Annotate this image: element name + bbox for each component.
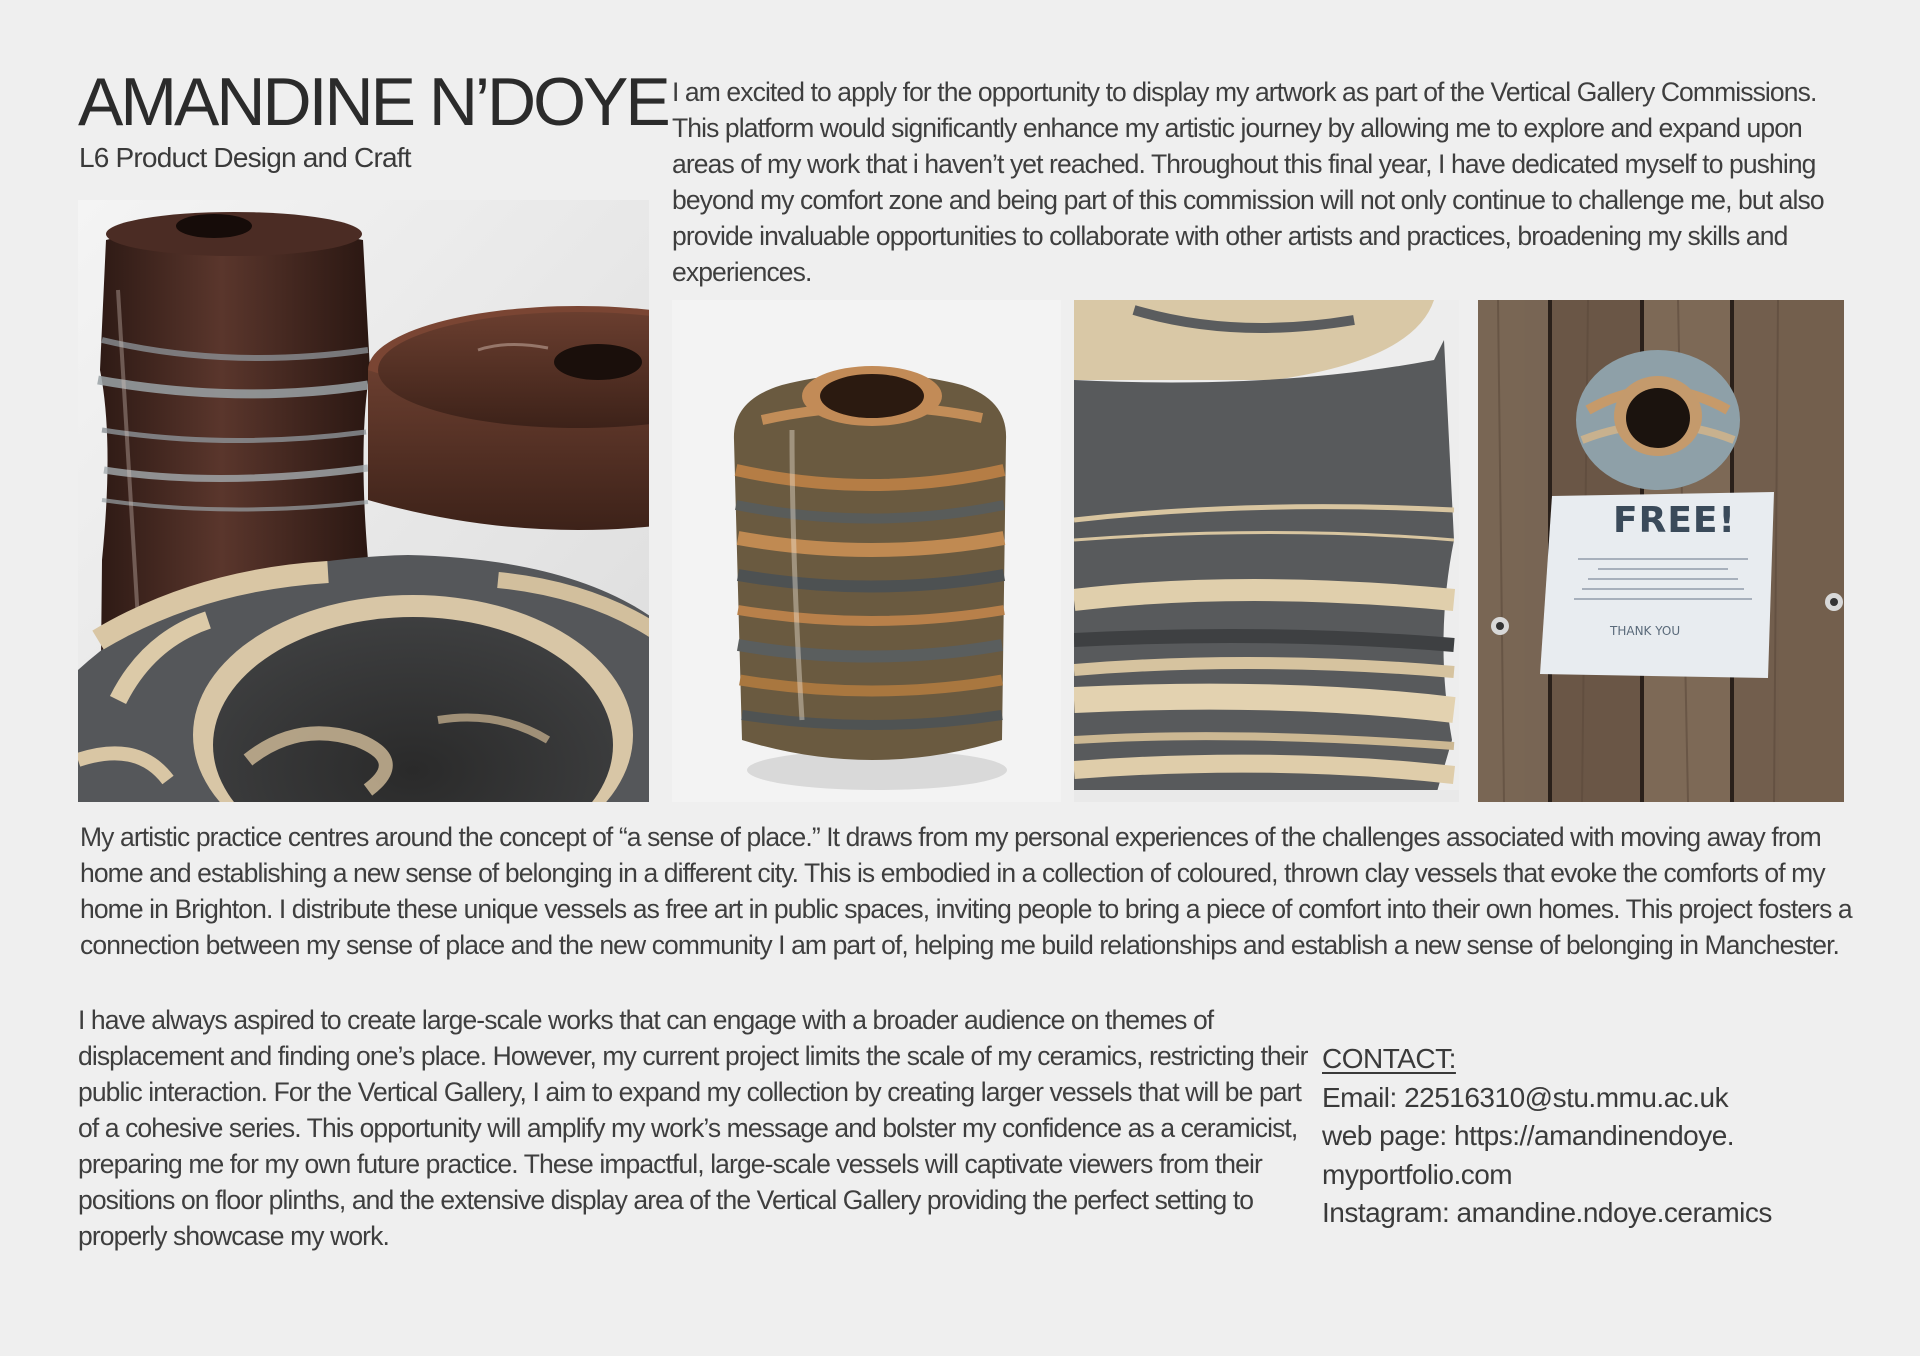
contact-block xyxy=(1322,1040,1822,1233)
contact-email[interactable]: Email: 22516310@stu.mmu.ac.uk xyxy=(1322,1081,1729,1113)
photo-ochre-vase xyxy=(672,300,1061,802)
artist-name: AMANDINE N’DOYE xyxy=(78,64,668,140)
course-subtitle: L6 Product Design and Craft xyxy=(79,142,411,173)
intro-paragraph: I am excited to apply for the opportunity to display my artwork as part of the Vertical Gallery Commissions. This platform would significantly enhance my artistic journey by allowing me to explore and expand upon areas of my work that i haven’t yet reached. Throughout this final year, I have dedicated myself to pushing beyond my comfort zone and being part of this commission will not only continue to challenge me, but also provide invaluable opportunities to collaborate with other artists and practices, broadening my skills and experiences. xyxy=(672,77,1824,287)
contact-instagram[interactable]: Instagram: amandine.ndoye.ceramics xyxy=(1322,1197,1772,1228)
photo-vessel-group xyxy=(78,200,649,802)
photo-free-sign-bench xyxy=(1478,300,1844,802)
contact-heading: CONTACT: xyxy=(1322,1043,1456,1074)
aspiration-paragraph: I have always aspired to create large-scale works that can engage with a broader audience on themes of displacement and finding one’s place. However, my current project limits the scale of my ceramics, restricting their public interaction. For the Vertical Gallery, I aim to expand my collection by creating larger vessels that will be part of a cohesive series. This opportunity will amplify my work’s message and bolster my confidence as a ceramicist, preparing me for my own future practice. These impactful, large-scale vessels will captivate viewers from their positions on floor plinths, and the extensive display area of the Vertical Gallery providing the perfect setting to properly showcase my work. xyxy=(78,1005,1308,1251)
contact-web-line2[interactable]: myportfolio.com xyxy=(1322,1158,1513,1190)
practice-paragraph: My artistic practice centres around the concept of “a sense of place.” It draws from my personal experiences of the challenges associated with moving away from home and establishing a new sense of belonging in a different city. This is embodied in a collection of coloured, thrown clay vessels that evoke the comforts of my home in Brighton. I distribute these unique vessels as free art in public spaces, inviting people to bring a piece of comfort into their own homes. This project fosters a connection between my sense of place and the new community I am part of, helping me build relationships and establish a new sense of belonging in Manchester. xyxy=(80,822,1852,960)
free-sign-title: FREE! xyxy=(1613,500,1736,541)
free-sign-thanks: THANK YOU xyxy=(1610,624,1681,638)
contact-web-page[interactable] xyxy=(1322,1117,1822,1194)
photo-marbled-closeup xyxy=(1074,300,1459,802)
contact-web-line1[interactable]: web page: https://amandinendoye. xyxy=(1322,1120,1735,1151)
